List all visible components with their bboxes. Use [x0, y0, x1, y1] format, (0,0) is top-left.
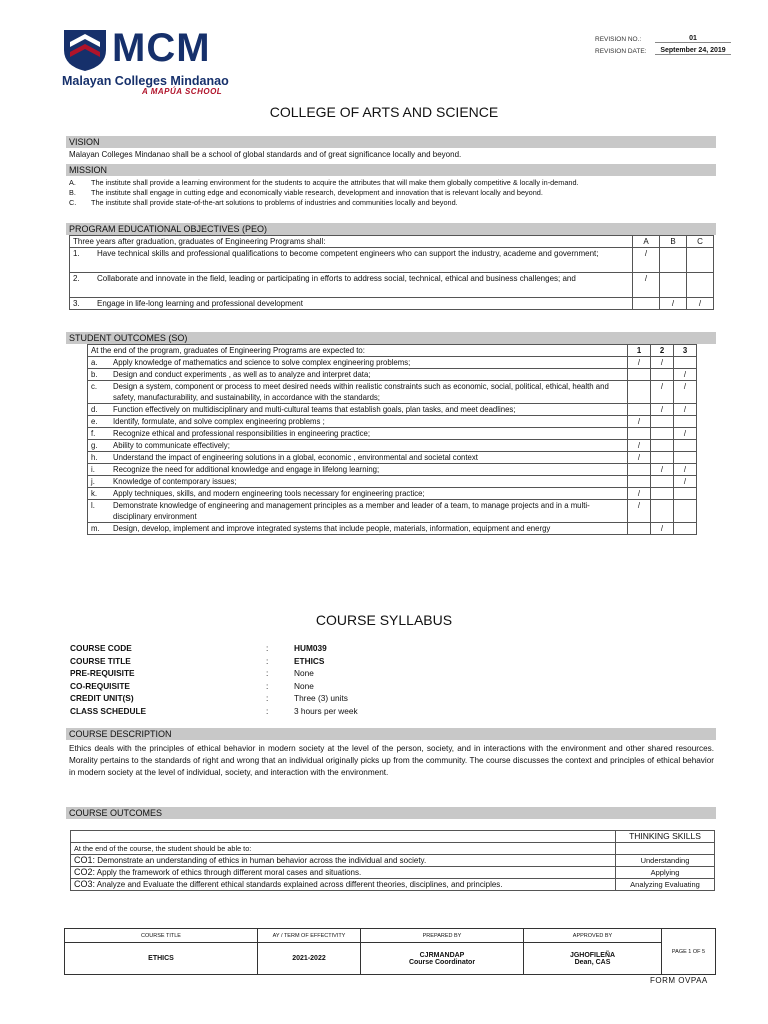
course-info-row: PRE-REQUISITE : None: [70, 668, 314, 678]
course-info-row: CO-REQUISITE : None: [70, 680, 314, 691]
page-title: COLLEGE OF ARTS AND SCIENCE: [269, 104, 499, 120]
description-heading: COURSE DESCRIPTION: [66, 728, 716, 740]
table-row: m. Design, develop, implement and improve integrated systems that include people, materials, information, equipment and energy /: [88, 523, 697, 535]
mission-item: C. The institute shall provide state-of-the-art solutions to problems of industries and communities locally and beyond.: [69, 198, 458, 207]
table-row: l. Demonstrate knowledge of engineering and management principles as a member and leader of a team, to manage projects and in a multi-disciplinary environment /: [88, 500, 697, 523]
table-row: a. Apply knowledge of mathematics and science to solve complex engineering problems; / /: [88, 357, 697, 369]
table-row: g. Ability to communicate effectively; /: [88, 440, 697, 452]
table-row: [71, 843, 715, 855]
peo-intro: Three years after graduation, graduates of Engineering Programs shall:: [70, 236, 633, 248]
table-row: At the end of the program, graduates of Engineering Programs are expected to: 1 2 3: [88, 345, 697, 357]
mission-list: [69, 178, 719, 208]
shield-icon: [62, 28, 108, 72]
mission-item: B. The institute shall engage in cutting edge and economically viable research, development and innovation that is relevant locally and beyond.: [69, 188, 543, 197]
course-info-row: COURSE TITLE : ETHICS: [70, 655, 325, 666]
revision-no-label: REVISION NO.:: [595, 35, 642, 43]
so-intro: At the end of the program, graduates of Engineering Programs are expected to:: [88, 345, 628, 357]
table-row: CO3: Analyze and Evaluate the different ethical standards explained across different theories, disciplines, and principles. Analyzing Evaluating: [71, 879, 715, 891]
course-info-row: CREDIT UNIT(S) : Three (3) units: [70, 693, 348, 703]
outcomes-table: [70, 830, 715, 891]
table-row: c. Design a system, component or process to meet desired needs within realistic constraints such as economic, social, political, ethical, health and safety, manufacturability, and sustainability, in accordance with the standards; / /: [88, 381, 697, 404]
thinking-skills-header: THINKING SKILLS: [616, 831, 715, 843]
table-row: CO2: Apply the framework of ethics through different moral cases and situations. Applying: [71, 867, 715, 879]
table-row: Three years after graduation, graduates of Engineering Programs shall: A B C: [70, 236, 714, 248]
form-code: FORM OVPAA: [650, 976, 708, 985]
table-row: e. Identify, formulate, and solve complex engineering problems ; /: [88, 416, 697, 428]
revision-box: [595, 33, 731, 57]
so-heading: STUDENT OUTCOMES (SO): [66, 332, 716, 344]
table-row: 3. Engage in life-long learning and professional development / /: [70, 298, 714, 310]
page-number: PAGE 1 OF 5: [662, 929, 716, 975]
logo-main: MCM: [112, 26, 211, 70]
table-row: b. Design and conduct experiments , as well as to analyze and interpret data; /: [88, 369, 697, 381]
table-row: 2. Collaborate and innovate in the field, leading or participating in efforts to address social, technical, ethical and business challenges; and /: [70, 273, 714, 298]
revision-date-label: REVISION DATE:: [595, 47, 647, 55]
table-row: h. Understand the impact of engineering solutions in a global, economic , environmental and societal context /: [88, 452, 697, 464]
peo-heading: PROGRAM EDUCATIONAL OBJECTIVES (PEO): [66, 223, 716, 235]
description-text: Ethics deals with the principles of ethical behavior in modern society at the level of the person, society, and in interactions with the environment and other shared resources. Morality pertains to the standards of right and wrong that an individual originally picks up from the community. The course discusses the context and principles of ethical behavior in modern society at the level of individual, society, and interaction with the environment.: [69, 744, 714, 777]
vision-heading: VISION: [66, 136, 716, 148]
table-row: 1. Have technical skills and professional qualifications to become competent engineers who can support the industry, academe and government; /: [70, 248, 714, 273]
logo-tagline: A MAPÚA SCHOOL: [142, 87, 223, 96]
outcomes-intro: At the end of the course, the student should be able to:: [71, 843, 616, 855]
table-row: [71, 831, 715, 843]
table-row: CO1: Demonstrate an understanding of ethics in human behavior across the individual and society. Understanding: [71, 855, 715, 867]
table-row: k. Apply techniques, skills, and modern engineering tools necessary for engineering practice; /: [88, 488, 697, 500]
course-info-row: CLASS SCHEDULE : 3 hours per week: [70, 705, 358, 716]
course-info-row: COURSE CODE : HUM039: [70, 643, 327, 653]
vision-text: Malayan Colleges Mindanao shall be a school of global standards and of great significance locally and beyond.: [69, 150, 462, 159]
footer: [64, 928, 716, 975]
table-row: i. Recognize the need for additional knowledge and engage in lifelong learning; / /: [88, 464, 697, 476]
outcomes-heading: COURSE OUTCOMES: [66, 807, 716, 819]
peo-table: [69, 235, 714, 310]
table-row: f. Recognize ethical and professional responsibilities in engineering practice; /: [88, 428, 697, 440]
table-row: ETHICS 2021-2022 CJRMANDAP Course Coordinator JGHOFILEÑA Dean, CAS: [65, 943, 716, 975]
table-row: j. Knowledge of contemporary issues; /: [88, 476, 697, 488]
mission-heading: MISSION: [66, 164, 716, 176]
revision-date: September 24, 2019: [655, 47, 731, 55]
so-table: [87, 344, 697, 535]
syllabus-title: COURSE SYLLABUS: [315, 612, 453, 628]
table-row: COURSE TITLE AY / TERM OF EFFECTIVITY PREPARED BY APPROVED BY PAGE 1 OF 5: [65, 929, 716, 943]
table-row: d. Function effectively on multidisciplinary and multi-cultural teams that establish goals, plan tasks, and meet deadlines; / /: [88, 404, 697, 416]
logo-subtitle: Malayan Colleges Mindanao: [62, 74, 229, 88]
revision-no: 01: [655, 35, 731, 43]
mission-item: A. The institute shall provide a learning environment for the students to acquire the attributes that will make them globally competitive & locally in-demand.: [69, 178, 579, 187]
course-info: [70, 642, 358, 717]
